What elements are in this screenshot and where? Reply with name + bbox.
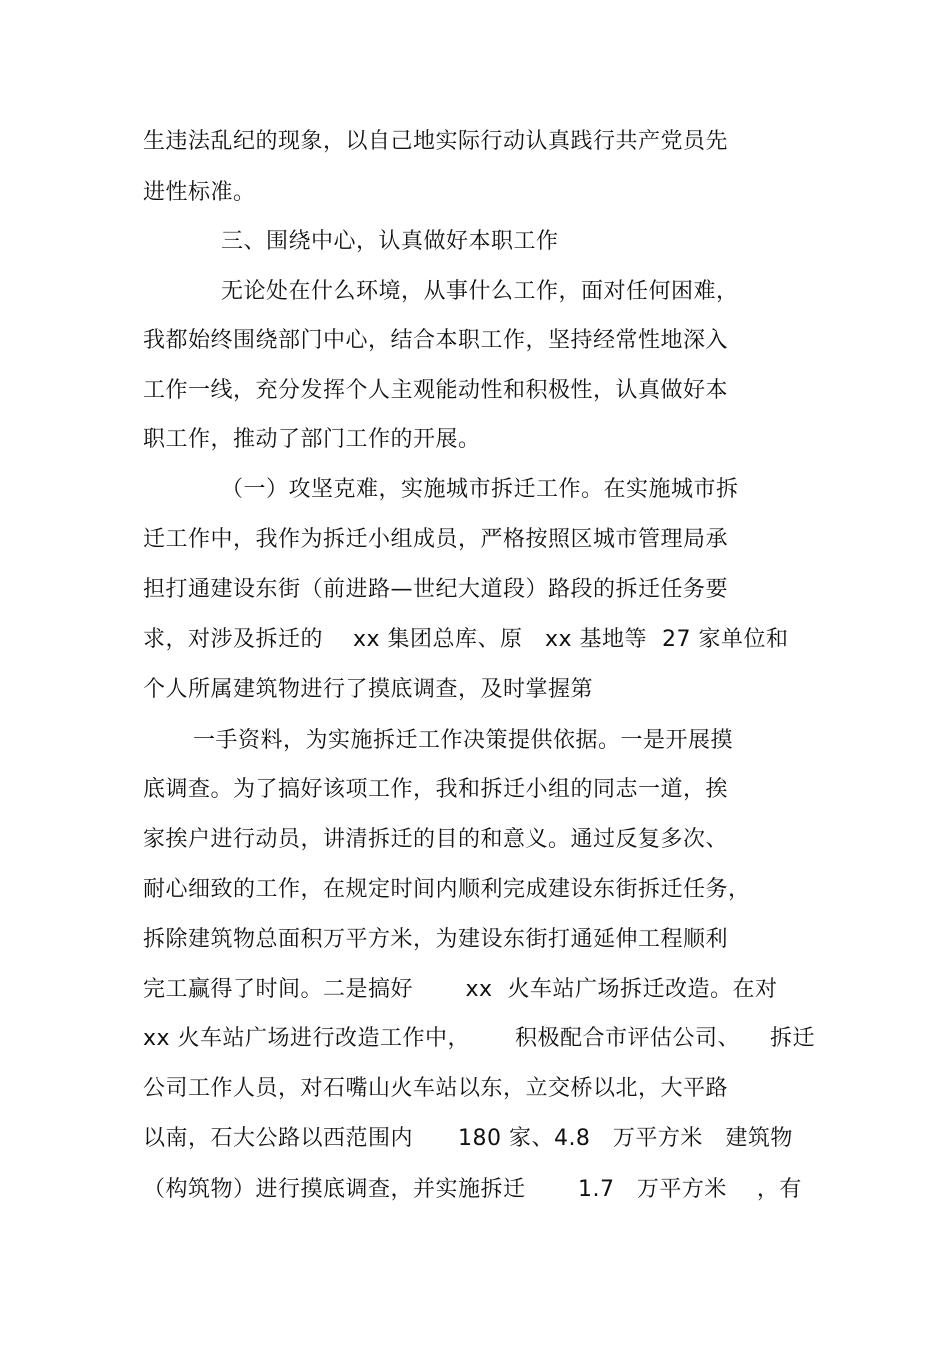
section-heading: 三、围绕中心，认真做好本职工作 bbox=[221, 229, 559, 254]
text-line: 耐心细致的工作，在规定时间内顺利完成建设东街拆迁任务， bbox=[143, 877, 751, 902]
text-line: （构筑物）进行摸底调查，并实施拆迁 1.7 万平方米 ，有 bbox=[143, 1177, 802, 1202]
text-line: 完工赢得了时间。二是搞好 xx 火车站广场拆迁改造。在对 bbox=[143, 977, 778, 1002]
text-line: 个人所属建筑物进行了摸底调查，及时掌握第 bbox=[143, 677, 594, 702]
text-line: 职工作，推动了部门工作的开展。 bbox=[143, 427, 481, 452]
text-line: 进性标准。 bbox=[143, 180, 256, 205]
text-line: 无论处在什么环境，从事什么工作，面对任何困难， bbox=[221, 279, 739, 304]
subsection-line: （一）攻坚克难，实施城市拆迁工作。在实施城市拆 bbox=[221, 477, 739, 502]
text-line: 生违法乱纪的现象，以自己地实际行动认真践行共产党员先 bbox=[143, 129, 729, 154]
text-line: 迁工作中，我作为拆迁小组成员，严格按照区城市管理局承 bbox=[143, 527, 729, 552]
text-line: 家挨户进行动员，讲清拆迁的目的和意义。通过反复多次、 bbox=[143, 827, 729, 852]
text-line: 公司工作人员，对石嘴山火车站以东，立交桥以北，大平路 bbox=[143, 1076, 729, 1101]
text-line: 一手资料，为实施拆迁工作决策提供依据。一是开展摸 bbox=[193, 728, 734, 753]
text-line: 以南，石大公路以西范围内 180 家、4.8 万平方米 建筑物 bbox=[143, 1126, 793, 1151]
text-line: xx 火车站广场进行改造工作中， 积极配合市评估公司、 拆迁 bbox=[143, 1026, 815, 1051]
text-line: 我都始终围绕部门中心，结合本职工作，坚持经常性地深入 bbox=[143, 328, 729, 353]
text-line: 底调查。为了搞好该项工作，我和拆迁小组的同志一道，挨 bbox=[143, 777, 729, 802]
text-line: 担打通建设东街（前进路—世纪大道段）路段的拆迁任务要 bbox=[143, 577, 729, 602]
text-line: 工作一线，充分发挥个人主观能动性和积极性，认真做好本 bbox=[143, 378, 729, 403]
text-line: 拆除建筑物总面积万平方米，为建设东街打通延伸工程顺利 bbox=[143, 927, 729, 952]
text-line: 求，对涉及拆迁的 xx 集团总库、原 xx 基地等 27 家单位和 bbox=[143, 627, 789, 652]
